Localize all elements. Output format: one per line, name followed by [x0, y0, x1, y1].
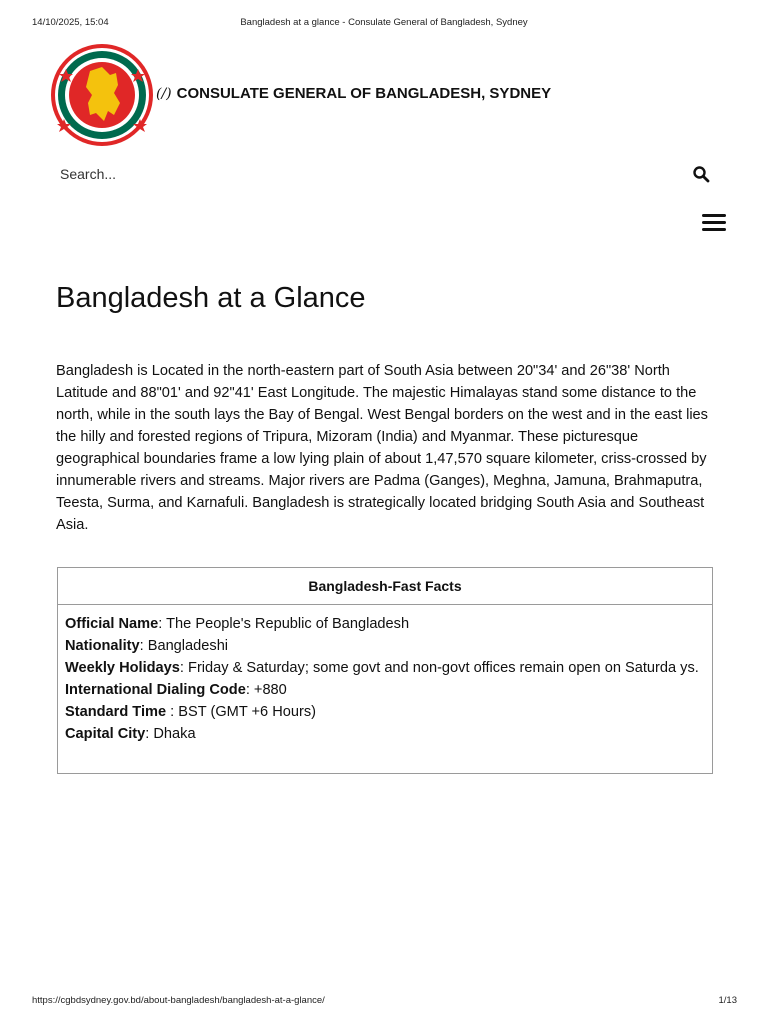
fact-value: Dhaka	[153, 726, 196, 742]
fact-value: Friday & Saturday; some govt and non-govt offices remain open on Saturda ys.	[188, 660, 699, 676]
fact-row-capital-city	[65, 723, 705, 745]
fact-value: BST (GMT +6 Hours)	[178, 704, 317, 720]
fact-separator: :	[139, 638, 148, 654]
fact-row-official-name	[65, 613, 705, 635]
home-link[interactable]: (/)	[156, 85, 172, 102]
print-document-title: Bangladesh at a glance - Consulate General of Bangladesh, Sydney	[240, 17, 528, 28]
fact-row-nationality	[65, 635, 705, 657]
fact-label: Official Name	[65, 616, 159, 632]
fact-row-dialing-code	[65, 679, 705, 701]
fact-label: Nationality	[65, 638, 140, 654]
search-input[interactable]	[56, 160, 656, 188]
intro-paragraph: Bangladesh is Located in the north-eastern part of South Asia between 20"34' and 26"38' North Latitude and 88"01' and 92"41' East Longitude. The majestic Himalayas stand some distance to the north, while in the south lays the Bay of Bengal. West Bengal borders on the west and in the east lies the hilly and forested regions of Tripura, Mizoram (India) and Myanmar. These picturesque geographical boundaries frame a low lying plain of about 1,47,570 square kilometer, criss-crossed by innumerable rivers and streams. Major rivers are Padma (Ganges), Meghna, Jamuna, Brahmaputra, Teesta, Surma, and Karnafuli. Bangladesh is strategically located bridging South Asia and Southeast Asia.	[56, 363, 708, 533]
site-name[interactable]: CONSULATE GENERAL OF BANGLADESH, SYDNEY	[176, 85, 552, 102]
fact-label: Capital City	[65, 726, 146, 742]
fact-value: Bangladeshi	[147, 638, 229, 654]
fact-separator: :	[179, 660, 189, 676]
page-title: Bangladesh at a Glance	[56, 282, 366, 314]
search-icon[interactable]	[692, 165, 710, 183]
print-datetime: 14/10/2025, 15:04	[32, 17, 109, 28]
fast-facts-header: Bangladesh-Fast Facts	[58, 568, 712, 605]
fact-label: Weekly Holidays	[65, 660, 180, 676]
fact-separator: :	[166, 704, 179, 720]
hamburger-menu-icon[interactable]	[701, 212, 727, 234]
fact-label: Standard Time	[65, 704, 167, 720]
site-title[interactable]	[156, 85, 551, 102]
fact-value: +880	[253, 682, 287, 698]
fact-separator: :	[245, 682, 254, 698]
bangladesh-government-seal-icon[interactable]	[44, 41, 160, 149]
fact-label: International Dialing Code	[65, 682, 246, 698]
fact-separator: :	[145, 726, 154, 742]
fact-value: The People's Republic of Bangladesh	[166, 616, 410, 632]
fast-facts-table	[57, 567, 713, 774]
print-page-number: 1/13	[718, 995, 737, 1006]
print-url: https://cgbdsydney.gov.bd/about-bangladesh/bangladesh-at-a-glance/	[32, 995, 325, 1006]
fact-separator: :	[158, 616, 167, 632]
fact-row-weekly-holidays	[65, 657, 705, 679]
print-header	[0, 17, 768, 31]
fast-facts-body	[58, 605, 712, 745]
fact-row-standard-time	[65, 701, 705, 723]
